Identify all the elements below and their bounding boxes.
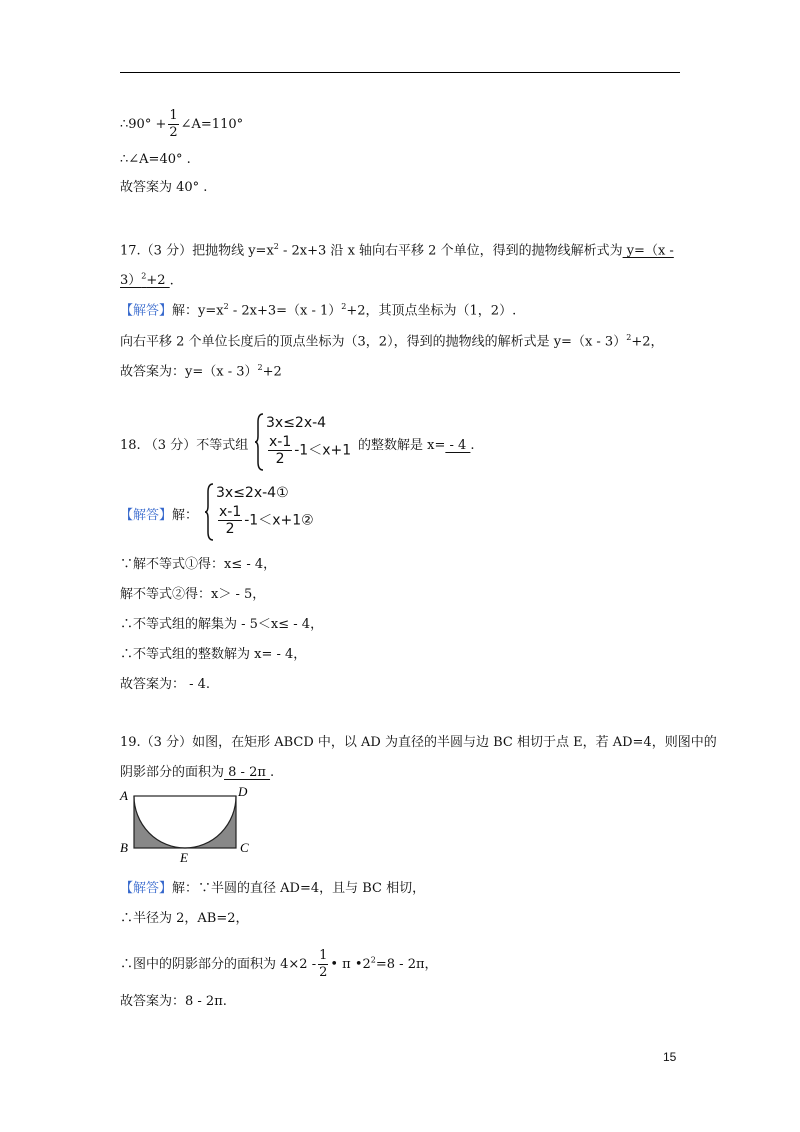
solution-tag: 【解答】	[120, 508, 173, 523]
system-brace	[205, 482, 215, 542]
inequality-2: $\frac{x-1}{2}$ -1＜x+1②	[219, 504, 314, 537]
q18-answer: - 4	[445, 438, 471, 453]
inequality-2: $\frac{x-1}{2}$ -1＜x+1	[269, 434, 352, 467]
q19-solution-4: 故答案为：8 - 2π.	[120, 994, 227, 1009]
inequality-1: 3x≤2x-4	[266, 415, 327, 431]
q18-solution-system	[216, 482, 314, 537]
q18-stem-a: 18. （3 分）不等式组	[120, 438, 249, 453]
q17-solution-3: 故答案为：y=（x - 3）$^2$+2	[120, 363, 282, 380]
q18-system	[266, 412, 351, 467]
prev-line-2: ∴∠A=40° .	[120, 152, 191, 167]
q18-solution-line: 解不等式②得：x＞ - 5，	[120, 587, 266, 602]
rectangle-semicircle-figure	[116, 782, 256, 864]
header-rule	[120, 72, 680, 73]
q19-solution-2: ∴半径为 2，AB=2，	[120, 911, 249, 926]
solution-tag: 【解答】	[120, 303, 173, 319]
q17-answer: y=（x -	[622, 243, 674, 259]
prev-line-1	[120, 108, 243, 141]
q18-solution-line: ∵解不等式①得：x≤ - 4，	[120, 557, 277, 572]
label-b: B	[120, 840, 128, 855]
prev-text: ∠A=110°	[180, 117, 244, 132]
q19-stem-2: 阴影部分的面积为 8 - 2π .	[120, 765, 275, 780]
q19-answer: 8 - 2π	[224, 765, 271, 780]
solution-tag: 【解答】	[120, 881, 173, 896]
q18-stem-b: 的整数解是 x= - 4 .	[358, 438, 475, 453]
fraction: $\frac{1}{2}$	[319, 948, 328, 980]
label-d: D	[238, 784, 248, 799]
fraction: $\frac{1}{2}$	[169, 108, 178, 140]
q18-solution-head: 【解答】解：	[120, 508, 199, 523]
inequality-1: 3x≤2x-4①	[216, 485, 289, 501]
label-e: E	[180, 850, 188, 864]
q19-stem-1: 19.（3 分）如图，在矩形 ABCD 中，以 AD 为直径的半圆与边 BC 相切于点 E，若 AD=4，则图中的	[120, 735, 717, 750]
prev-text: ∴90° +	[120, 117, 167, 132]
q17-solution-2: 向右平移 2 个单位长度后的顶点坐标为（3，2），得到的抛物线的解析式是 y=（x - 3）$^2$+2，	[120, 333, 664, 350]
q17-solution-1: 【解答】解：$y=x^2 - 2x+3=(x - 1)^2+2$，其顶点坐标为（1，2）.	[120, 302, 517, 319]
q18-solution-line: ∴不等式组的整数解为 x= - 4，	[120, 647, 307, 662]
q19-solution-1: 【解答】解：∵半圆的直径 AD=4，且与 BC 相切，	[120, 881, 426, 896]
q17-stem: 17.（3 分）把抛物线 $y=x^2 - 2x+3$ 沿 x 轴向右平移 2 个单位，得到的抛物线解析式为 y=（x -	[120, 242, 674, 259]
q18-solution-line: 故答案为： - 4.	[120, 677, 211, 692]
q18-solution-line: ∴不等式组的解集为 - 5＜x≤ - 4，	[120, 617, 324, 632]
q17-answer-cont: 3）$^2$+2	[120, 272, 170, 289]
prev-line-3: 故答案为 40° .	[120, 180, 208, 195]
system-brace	[255, 412, 265, 472]
label-a: A	[120, 788, 128, 803]
q19-solution-3: ∴图中的阴影部分的面积为 4×2 - $\frac{1}{2}$ • π $•2^2=8 - 2\pi$，	[120, 948, 438, 980]
q17-stem-cont: 3）$^2$+2 .	[120, 272, 174, 289]
label-c: C	[240, 840, 249, 855]
page-number: 15	[663, 1050, 677, 1064]
